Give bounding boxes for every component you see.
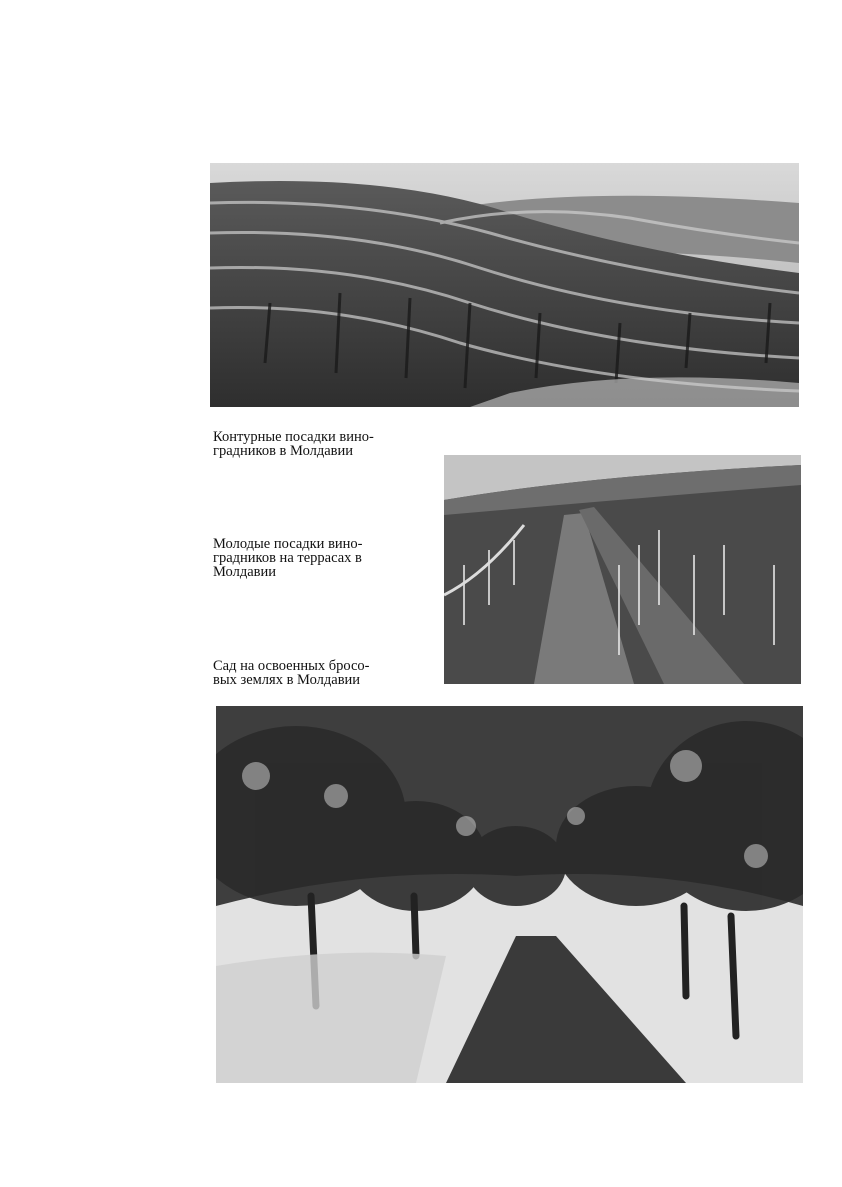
caption-terrace-vineyard: Молодые посадки вино- градников на террасах в Молдавии (213, 536, 363, 580)
photo-terrace-vineyard (444, 455, 801, 684)
photo-orchard (216, 706, 803, 1083)
photo-contour-vineyard (210, 163, 799, 407)
caption-contour-vineyard: Контурные посадки вино- градников в Молдавии (213, 429, 374, 459)
photo-orchard-image (216, 706, 803, 1083)
caption-orchard: Сад на освоенных бросо- вых землях в Молдавии (213, 658, 370, 688)
photo-contour-vineyard-image (210, 163, 799, 407)
photo-terrace-vineyard-image (444, 455, 801, 684)
